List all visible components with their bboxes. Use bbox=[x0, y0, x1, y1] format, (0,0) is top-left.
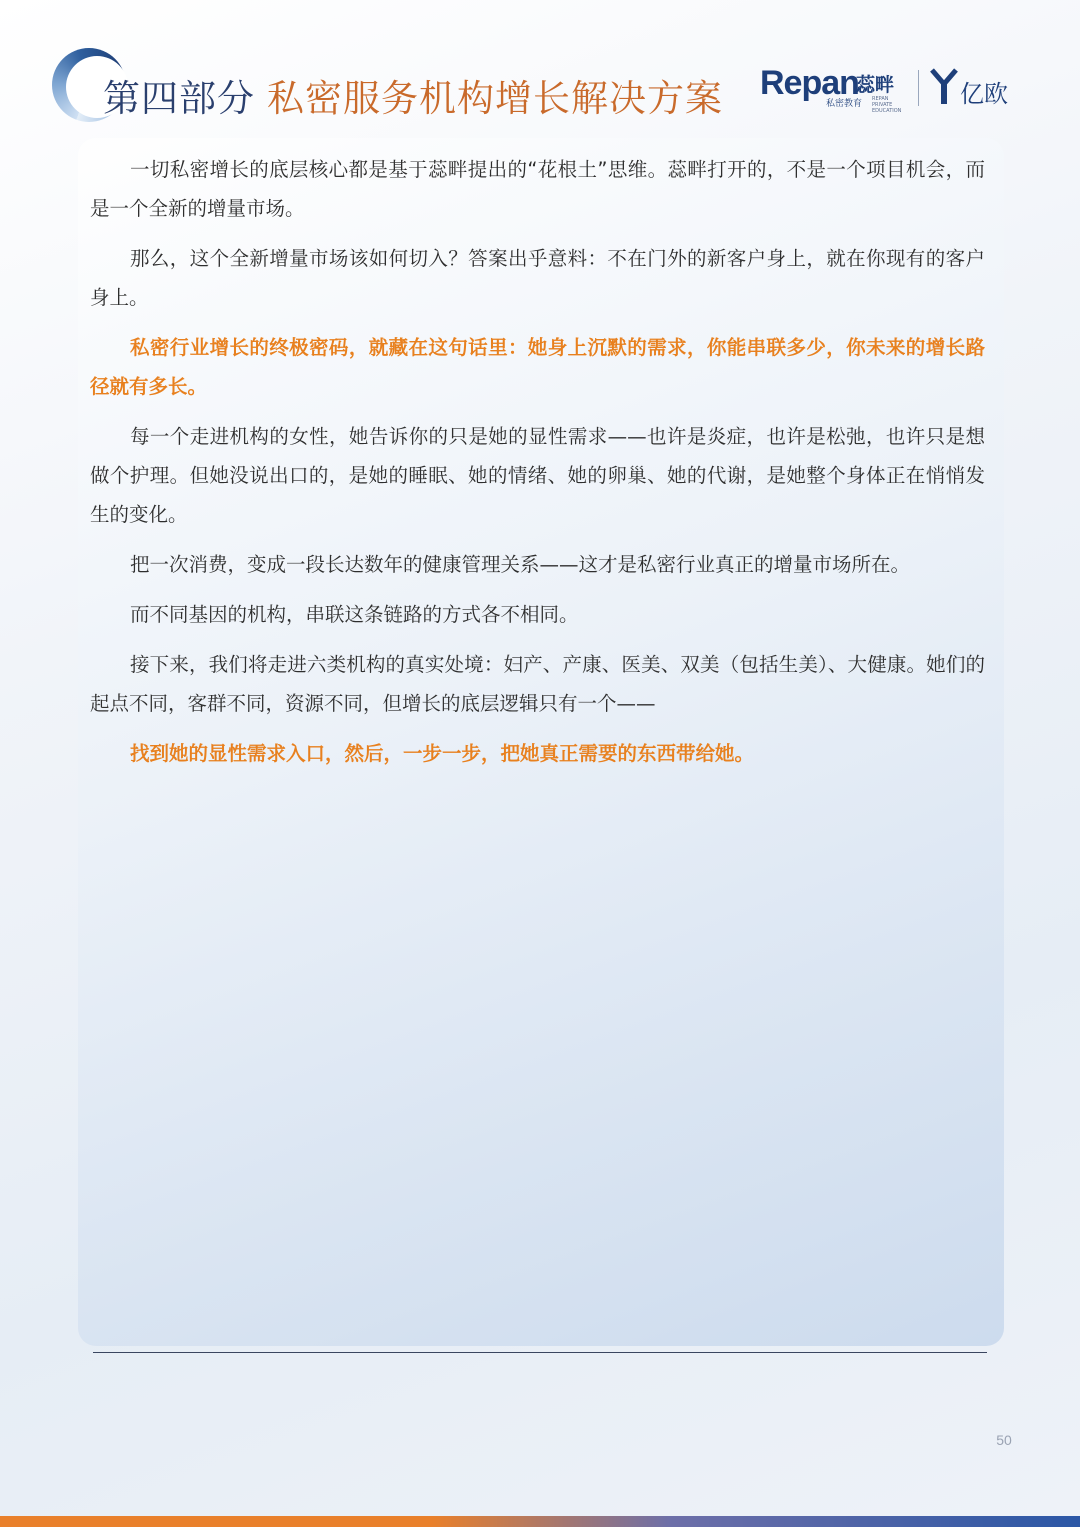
paragraph: 接下来，我们将走进六类机构的真实处境：妇产、产康、医美、双美（包括生美）、大健康。她们的起点不同，客群不同，资源不同，但增长的底层逻辑只有一个—— bbox=[90, 653, 985, 715]
repan-logo-en: REPAN PRIVATE EDUCATION bbox=[872, 96, 902, 114]
repan-logo-cn: 蕊畔 bbox=[856, 74, 895, 96]
footer-divider bbox=[93, 1352, 987, 1353]
bottom-accent-bar bbox=[0, 1516, 1080, 1527]
paragraph: 每一个走进机构的女性，她告诉你的只是她的显性需求——也许是炎症，也许是松弛，也许只是想做个护理。但她没说出口的，是她的睡眠、她的情绪、她的卵巢、她的代谢，是她整个身体正在悄悄发生的变化。 bbox=[90, 425, 985, 526]
page-title bbox=[103, 68, 723, 122]
repan-logo bbox=[760, 66, 910, 114]
yiou-mark-icon bbox=[930, 68, 958, 106]
title-part-label: 第四部分 bbox=[103, 77, 255, 120]
page-header bbox=[0, 0, 1080, 130]
paragraph: 把一次消费，变成一段长达数年的健康管理关系——这才是私密行业真正的增量市场所在。 bbox=[130, 553, 911, 576]
highlight-paragraph: 私密行业增长的终极密码，就藏在这句话里：她身上沉默的需求，你能串联多少，你未来的增长路径就有多长。 bbox=[90, 336, 985, 398]
highlight-paragraph: 找到她的显性需求入口，然后，一步一步，把她真正需要的东西带给她。 bbox=[130, 742, 755, 765]
paragraph: 那么，这个全新增量市场该如何切入？答案出乎意料：不在门外的新客户身上，就在你现有的客户身上。 bbox=[90, 247, 985, 309]
repan-logo-word: Repan bbox=[760, 64, 859, 102]
logo-divider bbox=[918, 70, 919, 106]
page-number: 50 bbox=[996, 1432, 1012, 1448]
repan-logo-sub: 私密教育 bbox=[826, 99, 863, 109]
yiou-logo bbox=[930, 68, 1014, 108]
title-main-label: 私密服务机构增长解决方案 bbox=[267, 77, 723, 120]
body-text bbox=[90, 150, 985, 784]
paragraph: 一切私密增长的底层核心都是基于蕊畔提出的“花根土”思维。蕊畔打开的，不是一个项目机会，而是一个全新的增量市场。 bbox=[90, 158, 985, 220]
yiou-logo-text: 亿欧 bbox=[960, 80, 1008, 108]
paragraph: 而不同基因的机构，串联这条链路的方式各不相同。 bbox=[130, 603, 579, 626]
